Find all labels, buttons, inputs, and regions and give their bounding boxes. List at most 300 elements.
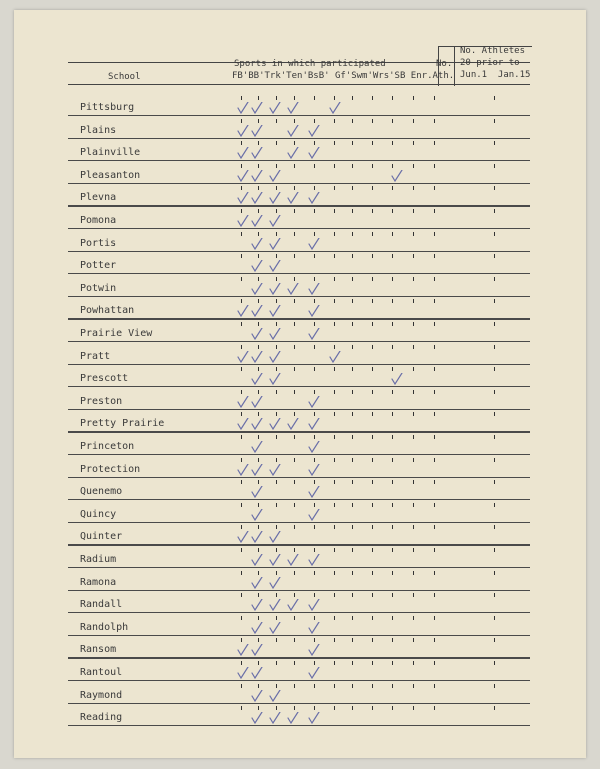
column-tick	[413, 435, 414, 439]
column-tick	[372, 548, 373, 552]
school-name: Princeton	[80, 441, 135, 452]
column-tick	[276, 684, 277, 688]
column-tick	[413, 254, 414, 258]
checkmark-bb	[252, 464, 262, 475]
column-tick	[314, 503, 315, 507]
column-tick	[314, 706, 315, 710]
table-row	[14, 102, 586, 124]
athletes-header-line3: Jun.1 Jan.15	[460, 70, 531, 80]
school-name: Pretty Prairie	[80, 418, 165, 430]
checkmark-bsb	[309, 554, 319, 565]
column-tick	[372, 209, 373, 213]
checkmark-bsb	[309, 464, 319, 475]
column-tick	[372, 96, 373, 100]
column-tick	[434, 367, 435, 371]
column-tick	[241, 435, 242, 439]
column-tick	[294, 345, 295, 349]
column-tick	[258, 164, 259, 168]
column-tick	[434, 593, 435, 597]
column-tick	[352, 684, 353, 688]
column-tick	[314, 638, 315, 642]
column-tick	[276, 322, 277, 326]
column-tick	[392, 119, 393, 123]
column-tick	[413, 345, 414, 349]
column-tick	[434, 571, 435, 575]
column-tick	[352, 503, 353, 507]
column-tick	[352, 661, 353, 665]
column-tick	[494, 141, 495, 145]
column-tick	[434, 525, 435, 529]
column-tick	[314, 96, 315, 100]
column-tick	[494, 684, 495, 688]
column-tick	[372, 367, 373, 371]
column-tick	[413, 322, 414, 326]
column-tick	[494, 593, 495, 597]
table-row	[14, 712, 586, 734]
checkmark-fb	[238, 147, 248, 158]
column-tick	[276, 525, 277, 529]
column-tick	[494, 661, 495, 665]
checkmarks	[14, 373, 586, 395]
school-name: Ransom	[80, 644, 117, 656]
column-tick	[334, 638, 335, 642]
sports-column-labels: FB'BB'Trk'Ten'BsB' Gf'Swm'Wrs'SB Enr.Ath.	[232, 71, 455, 81]
column-tick	[241, 706, 242, 710]
column-tick	[241, 525, 242, 529]
column-tick	[241, 277, 242, 281]
column-tick	[334, 412, 335, 416]
column-tick	[294, 164, 295, 168]
column-tick	[314, 390, 315, 394]
column-tick	[294, 277, 295, 281]
column-tick	[494, 164, 495, 168]
checkmark-fb	[238, 418, 248, 429]
column-tick	[494, 96, 495, 100]
column-tick	[392, 616, 393, 620]
checkmark-fb	[238, 102, 248, 113]
athletes-header-line1: No. Athletes	[460, 46, 526, 56]
column-tick	[352, 571, 353, 575]
column-tick	[434, 503, 435, 507]
column-tick	[494, 435, 495, 439]
column-tick	[372, 571, 373, 575]
table-row	[14, 125, 586, 147]
column-tick	[434, 254, 435, 258]
school-name: Potter	[80, 260, 117, 272]
column-tick	[276, 164, 277, 168]
table-row	[14, 215, 586, 237]
checkmark-bsb	[309, 486, 319, 497]
column-tick	[258, 480, 259, 484]
sports-title: Sports in which participated	[234, 59, 386, 69]
table-row	[14, 351, 586, 373]
column-tick	[434, 209, 435, 213]
column-tick	[413, 96, 414, 100]
column-tick	[372, 661, 373, 665]
column-tick	[372, 186, 373, 190]
column-tick	[258, 96, 259, 100]
column-tick	[392, 96, 393, 100]
column-tick	[241, 322, 242, 326]
column-tick	[413, 638, 414, 642]
column-tick	[276, 571, 277, 575]
column-tick	[294, 661, 295, 665]
checkmarks	[14, 418, 586, 440]
table-row	[14, 554, 586, 576]
checkmarks	[14, 441, 586, 463]
column-tick	[352, 186, 353, 190]
school-name: Protection	[80, 463, 141, 475]
table-row	[14, 599, 586, 621]
column-tick	[413, 119, 414, 123]
column-tick	[241, 571, 242, 575]
table-row	[14, 690, 586, 712]
school-name: Reading	[80, 712, 123, 724]
checkmark-bsb	[309, 125, 319, 136]
column-tick	[434, 277, 435, 281]
column-tick	[276, 119, 277, 123]
column-tick	[372, 706, 373, 710]
column-tick	[276, 435, 277, 439]
column-tick	[494, 638, 495, 642]
column-tick	[314, 616, 315, 620]
column-tick	[434, 616, 435, 620]
column-tick	[276, 638, 277, 642]
column-tick	[241, 254, 242, 258]
column-tick	[294, 503, 295, 507]
column-tick	[334, 480, 335, 484]
column-tick	[241, 412, 242, 416]
checkmark-trk	[270, 170, 280, 181]
checkmark-ten	[288, 147, 298, 158]
column-tick	[241, 367, 242, 371]
table-row	[14, 622, 586, 644]
column-tick	[352, 96, 353, 100]
checkmark-trk	[270, 464, 280, 475]
column-tick	[413, 571, 414, 575]
column-tick	[392, 254, 393, 258]
checkmark-fb	[238, 192, 248, 203]
checkmark-bsb	[309, 283, 319, 294]
checkmark-bb	[252, 554, 262, 565]
column-tick	[294, 593, 295, 597]
checkmark-fb	[238, 351, 248, 362]
checkmark-trk	[270, 260, 280, 271]
checkmark-ten	[288, 125, 298, 136]
column-tick	[494, 616, 495, 620]
column-tick	[241, 503, 242, 507]
checkmark-trk	[270, 351, 280, 362]
checkmark-bb	[252, 238, 262, 249]
checkmarks	[14, 238, 586, 260]
column-tick	[372, 164, 373, 168]
column-tick	[258, 684, 259, 688]
school-name: Preston	[80, 395, 123, 407]
column-tick	[494, 345, 495, 349]
column-tick	[276, 232, 277, 236]
column-tick	[494, 232, 495, 236]
column-tick	[334, 367, 335, 371]
table-row	[14, 147, 586, 169]
checkmark-trk	[270, 554, 280, 565]
column-tick	[258, 186, 259, 190]
column-tick	[334, 503, 335, 507]
column-tick	[434, 232, 435, 236]
column-tick	[434, 480, 435, 484]
checkmarks	[14, 509, 586, 531]
table-row	[14, 441, 586, 463]
column-tick	[413, 164, 414, 168]
column-tick	[258, 661, 259, 665]
column-tick	[413, 186, 414, 190]
column-tick	[434, 299, 435, 303]
column-tick	[314, 277, 315, 281]
column-tick	[413, 277, 414, 281]
checkmark-bb	[252, 599, 262, 610]
school-name: Randolph	[80, 621, 129, 633]
column-tick	[352, 593, 353, 597]
table-row	[14, 192, 586, 214]
checkmark-ten	[288, 599, 298, 610]
column-tick	[352, 616, 353, 620]
column-tick	[494, 390, 495, 394]
column-tick	[314, 548, 315, 552]
column-tick	[258, 209, 259, 213]
column-tick	[352, 345, 353, 349]
checkmarks	[14, 192, 586, 214]
column-tick	[372, 277, 373, 281]
column-tick	[314, 458, 315, 462]
column-tick	[392, 232, 393, 236]
column-tick	[314, 141, 315, 145]
column-tick	[372, 299, 373, 303]
school-name: Prairie View	[80, 328, 153, 339]
column-tick	[392, 367, 393, 371]
checkmarks	[14, 305, 586, 327]
column-tick	[352, 209, 353, 213]
school-name: Ramona	[80, 576, 117, 588]
checkmark-gf	[330, 102, 340, 113]
school-name: Powhattan	[80, 305, 135, 317]
column-tick	[258, 390, 259, 394]
column-tick	[413, 661, 414, 665]
column-tick	[294, 616, 295, 620]
column-tick	[494, 186, 495, 190]
column-tick	[334, 96, 335, 100]
checkmark-trk	[270, 102, 280, 113]
checkmark-bsb	[309, 509, 319, 520]
checkmark-fb	[238, 125, 248, 136]
column-tick	[276, 96, 277, 100]
checkmark-bsb	[309, 667, 319, 678]
checkmark-fb	[238, 644, 248, 655]
column-tick	[314, 661, 315, 665]
checkmark-trk	[270, 328, 280, 339]
checkmark-bb	[252, 418, 262, 429]
checkmark-bb	[252, 441, 262, 452]
column-tick	[241, 593, 242, 597]
column-tick	[494, 412, 495, 416]
checkmark-bsb	[309, 192, 319, 203]
column-tick	[334, 458, 335, 462]
column-tick	[334, 616, 335, 620]
column-tick	[434, 96, 435, 100]
column-tick	[494, 277, 495, 281]
column-tick	[372, 141, 373, 145]
checkmark-trk	[270, 690, 280, 701]
athletes-box-divider	[454, 46, 455, 86]
checkmark-wrs	[392, 373, 402, 384]
column-tick	[314, 322, 315, 326]
column-tick	[352, 548, 353, 552]
column-tick	[413, 480, 414, 484]
school-name: Portis	[80, 237, 117, 249]
school-name: Quincy	[80, 508, 117, 520]
table-row	[14, 305, 586, 327]
checkmark-trk	[270, 622, 280, 633]
column-tick	[372, 232, 373, 236]
column-tick	[258, 367, 259, 371]
checkmark-bb	[252, 667, 262, 678]
column-tick	[258, 503, 259, 507]
column-tick	[334, 548, 335, 552]
checkmarks	[14, 125, 586, 147]
column-tick	[494, 322, 495, 326]
no-label: No.	[436, 59, 453, 69]
column-tick	[434, 322, 435, 326]
column-tick	[276, 277, 277, 281]
column-tick	[372, 616, 373, 620]
checkmark-bsb	[309, 441, 319, 452]
column-tick	[258, 277, 259, 281]
column-tick	[276, 254, 277, 258]
column-tick	[241, 186, 242, 190]
checkmarks	[14, 215, 586, 237]
column-tick	[352, 277, 353, 281]
table-row	[14, 486, 586, 508]
column-tick	[334, 299, 335, 303]
checkmark-bb	[252, 712, 262, 723]
column-tick	[241, 141, 242, 145]
checkmarks	[14, 531, 586, 553]
column-tick	[314, 232, 315, 236]
column-tick	[294, 209, 295, 213]
column-tick	[413, 299, 414, 303]
checkmark-trk	[270, 238, 280, 249]
column-tick	[294, 322, 295, 326]
school-name: Pomona	[80, 215, 117, 226]
column-tick	[314, 345, 315, 349]
column-tick	[276, 480, 277, 484]
column-tick	[392, 299, 393, 303]
column-tick	[258, 706, 259, 710]
column-tick	[294, 548, 295, 552]
column-tick	[241, 345, 242, 349]
column-tick	[392, 141, 393, 145]
column-tick	[494, 706, 495, 710]
column-tick	[413, 684, 414, 688]
checkmark-bb	[252, 622, 262, 633]
column-tick	[392, 412, 393, 416]
column-tick	[352, 299, 353, 303]
column-tick	[372, 119, 373, 123]
column-tick	[314, 525, 315, 529]
column-tick	[434, 119, 435, 123]
checkmark-ten	[288, 192, 298, 203]
checkmark-bb	[252, 192, 262, 203]
column-tick	[413, 503, 414, 507]
column-tick	[372, 480, 373, 484]
checkmark-bb	[252, 509, 262, 520]
column-tick	[294, 141, 295, 145]
column-tick	[494, 254, 495, 258]
column-tick	[352, 390, 353, 394]
column-tick	[334, 571, 335, 575]
column-tick	[258, 435, 259, 439]
column-tick	[392, 345, 393, 349]
checkmarks	[14, 712, 586, 734]
column-tick	[434, 706, 435, 710]
column-tick	[392, 525, 393, 529]
checkmark-fb	[238, 531, 248, 542]
school-name: Radium	[80, 554, 117, 565]
column-tick	[372, 525, 373, 529]
checkmark-bsb	[309, 396, 319, 407]
column-tick	[258, 548, 259, 552]
column-header-school: School	[108, 72, 141, 82]
column-tick	[352, 367, 353, 371]
column-tick	[372, 435, 373, 439]
checkmark-bb	[252, 690, 262, 701]
checkmark-bsb	[309, 712, 319, 723]
checkmarks	[14, 396, 586, 418]
column-tick	[258, 322, 259, 326]
checkmark-bsb	[309, 599, 319, 610]
school-name: Pittsburg	[80, 102, 135, 113]
column-tick	[314, 119, 315, 123]
checkmarks	[14, 147, 586, 169]
column-tick	[372, 503, 373, 507]
column-tick	[392, 458, 393, 462]
column-tick	[434, 164, 435, 168]
column-tick	[392, 322, 393, 326]
header-bottom-rule	[68, 84, 530, 85]
column-tick	[413, 412, 414, 416]
column-tick	[334, 186, 335, 190]
column-tick	[258, 412, 259, 416]
column-tick	[294, 119, 295, 123]
school-name: Pleasanton	[80, 169, 141, 181]
column-tick	[241, 616, 242, 620]
checkmark-trk	[270, 192, 280, 203]
column-tick	[392, 638, 393, 642]
column-tick	[392, 661, 393, 665]
column-tick	[392, 209, 393, 213]
column-tick	[241, 299, 242, 303]
column-tick	[258, 616, 259, 620]
column-tick	[294, 684, 295, 688]
checkmarks	[14, 577, 586, 599]
column-tick	[294, 706, 295, 710]
checkmark-ten	[288, 418, 298, 429]
column-tick	[392, 435, 393, 439]
column-tick	[413, 367, 414, 371]
column-tick	[314, 186, 315, 190]
column-tick	[392, 480, 393, 484]
checkmarks	[14, 283, 586, 305]
checkmark-bsb	[309, 418, 319, 429]
checkmarks	[14, 690, 586, 712]
